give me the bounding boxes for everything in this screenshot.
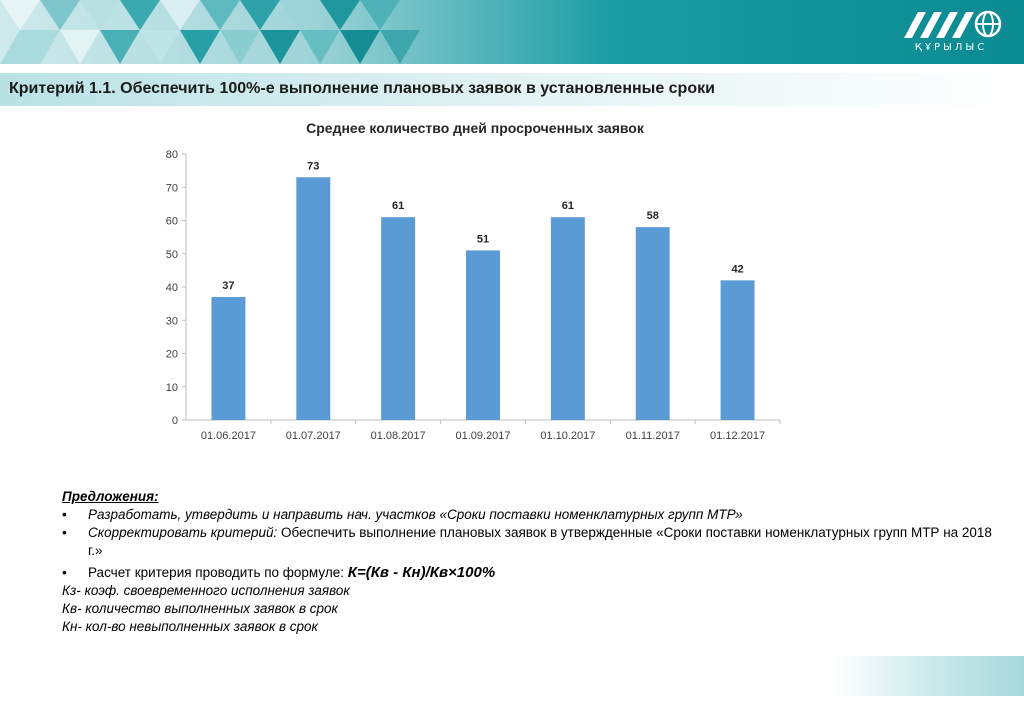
y-tick-label: 80 — [165, 149, 178, 161]
chart-canvas — [150, 112, 800, 452]
bar — [636, 227, 670, 420]
y-tick-label: 40 — [165, 282, 178, 294]
chart — [150, 112, 800, 452]
data-label: 37 — [222, 279, 235, 292]
proposal-item-3 — [62, 564, 1002, 582]
y-tick-label: 30 — [165, 315, 178, 328]
y-tick-label: 0 — [171, 415, 178, 427]
proposal-item-2 — [62, 524, 1002, 560]
x-tick-label: 01.12.2017 — [710, 430, 766, 442]
x-tick-label: 01.09.2017 — [455, 430, 511, 442]
bar — [296, 177, 330, 420]
x-tick-label: 01.10.2017 — [540, 430, 596, 442]
banner-pattern — [0, 0, 1024, 64]
proposal-item-1 — [62, 506, 1002, 524]
top-banner — [0, 0, 1024, 64]
data-label: 73 — [307, 160, 320, 173]
y-tick-label: 50 — [165, 248, 178, 261]
note-kz: Кз- коэф. своевременного исполнения заявок — [62, 583, 350, 598]
bullet: • — [62, 565, 67, 580]
bar — [381, 217, 415, 420]
proposal-2-prefix: Скорректировать критерий: — [88, 525, 278, 540]
y-tick-label: 60 — [165, 215, 178, 228]
title-bar — [0, 73, 1024, 106]
x-tick-label: 01.08.2017 — [370, 430, 426, 442]
proposal-3-prefix: Расчет критерия проводить по формуле: — [88, 565, 348, 580]
data-label: 61 — [561, 200, 574, 213]
proposal-text-1: Разработать, утвердить и направить нач. участков «Сроки поставки номенклатурных групп МТР» — [88, 507, 743, 522]
bar — [551, 217, 585, 420]
proposal-text-3 — [88, 564, 495, 582]
formula: К=(Кв - Кн)/Кв×100% — [347, 564, 496, 581]
bullet: • — [62, 525, 67, 540]
proposals-heading: Предложения: — [62, 489, 159, 504]
note-kv: Кв- количество выполненных заявок в срок — [62, 601, 338, 616]
bar — [466, 250, 500, 420]
y-tick-label: 70 — [165, 182, 178, 195]
data-label: 58 — [646, 210, 659, 223]
proposals-block — [62, 488, 1002, 636]
chart-title: Среднее количество дней просроченных заявок — [306, 120, 644, 136]
data-label: 51 — [476, 233, 490, 246]
data-label: 42 — [731, 263, 744, 276]
slide-title: Критерий 1.1. Обеспечить 100%-е выполнение плановых заявок в установленные сроки — [9, 80, 715, 97]
logo-text: ҚҰРЫЛЫС — [914, 42, 988, 53]
bottom-decor-strip — [834, 656, 1024, 696]
y-tick-label: 10 — [165, 381, 178, 394]
proposal-2-rest: Обеспечить выполнение плановых заявок в утвержденные «Сроки поставки номенклатурных групп МТР на 2018 г.» — [88, 525, 992, 558]
bar — [211, 297, 245, 420]
x-tick-label: 01.07.2017 — [285, 430, 341, 442]
x-tick-label: 01.11.2017 — [625, 430, 680, 442]
bullet: • — [62, 507, 67, 522]
data-label: 61 — [392, 200, 405, 213]
x-tick-label: 01.06.2017 — [200, 430, 256, 442]
proposal-text-2 — [88, 524, 1002, 560]
note-kn: Кн- кол-во невыполненных заявок в срок — [62, 619, 318, 634]
bar — [721, 280, 755, 420]
y-tick-label: 20 — [165, 348, 178, 361]
